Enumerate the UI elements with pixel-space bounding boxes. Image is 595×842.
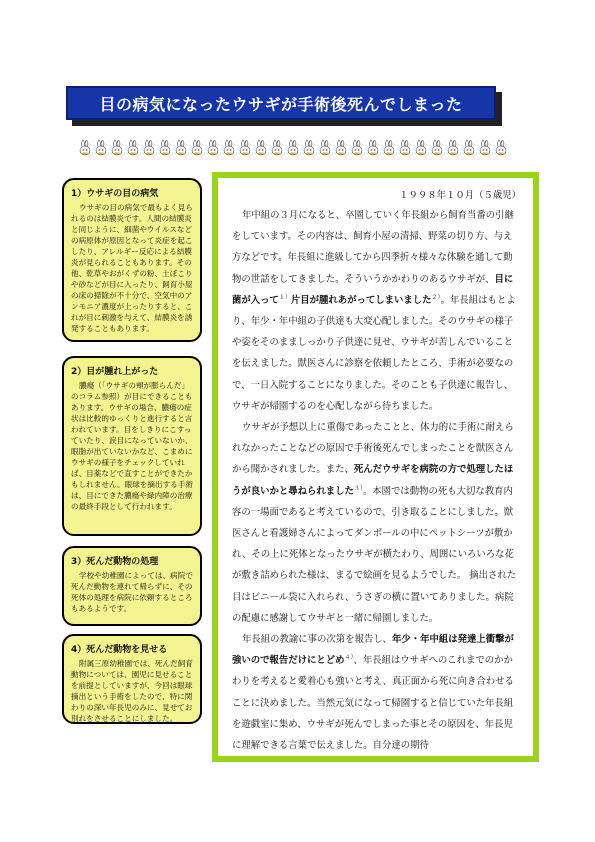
sidebar-card-4	[62, 634, 202, 724]
sidebar-heading: 1）ウサギの目の病気	[71, 189, 159, 199]
rabbit-icon	[446, 140, 460, 156]
paragraph-1	[232, 205, 521, 417]
rabbit-icon-row	[78, 140, 518, 160]
sidebar-text: 附属三原幼稚園では、死んだ飼育動物については、園児に見せることを前提としていますが、今回は眼球摘出という手術をしたので、特に関わりの深い年長児のみに、見せてお別れをさせることにしました。	[71, 659, 193, 723]
sidebar-heading: 2）目が腫れ上がった	[71, 367, 159, 377]
rabbit-icon	[190, 140, 204, 156]
sidebar-text: 膿瘍（「ウサギの頬が膨らんだ」のコラム参照）が目にできることもあります。ウサギの場合、膿瘍の症状は比較的ゆっくりと進行すると言われています。目をしきりにこすっていたり、涙目になっていないか、眼脂が出ていないかなど、こまめにウサギの様子をチェックしていれば、目薬などで直すことができたかもしれません。眼球を摘出する手術は、目にできた膿瘍や緑内障の治療の最終手段として行われます。	[71, 381, 193, 511]
text-run: 年中組の３月になると、卒園していく年長組から飼育当番の引継をしています。その内容は、飼育小屋の清掃、野菜の切り方、与え方などです。年長組に進級してから四季折々様々な体験を通して動物の世話をしてきました。そういうかかわりのあるウサギが、	[232, 210, 514, 285]
rabbit-icon	[382, 140, 396, 156]
rabbit-icon	[254, 140, 268, 156]
sidebar-card-3	[62, 546, 202, 626]
footnote-ref: ３）	[353, 484, 363, 492]
paragraph-2	[232, 417, 521, 629]
rabbit-icon	[350, 140, 364, 156]
sidebar-text: ウサギの目の病気で最もよく見られるのは結膜炎です。人間の結膜炎と同じように、細菌やウイルスなどの病原体が原因となって炎症を起こしたり、アレルギー反応による結膜炎が見られることもあります。その他、乾草やおがくずの粉、土ぼこりや砂などが目に入ったり、飼育小屋の床の掃除が不十分で、空気中のアンモニア濃度が上ったりすると、これが目に刺激を与えて、結膜炎を誘発することもあります。	[71, 203, 193, 333]
title-banner	[66, 86, 496, 120]
rabbit-icon	[270, 140, 284, 156]
rabbit-icon	[430, 140, 444, 156]
page-title: 目の病気になったウサギが手術後死んでしまった	[99, 94, 463, 114]
emphasis-text: 片目が腫れあがってしまいました	[290, 294, 432, 306]
rabbit-icon	[398, 140, 412, 156]
rabbit-icon	[478, 140, 492, 156]
sidebar-card-1	[62, 178, 202, 342]
rabbit-icon	[78, 140, 92, 156]
rabbit-icon	[462, 140, 476, 156]
main-article-frame	[212, 172, 539, 762]
text-run: ウサギが予想以上に重傷であったことと、体力的に手術に耐えられなかったことなどの原因で手術後死んでしまったことを獣医さんから聞かされました。また、	[232, 422, 514, 476]
emphasis-text: 目に菌が入って	[232, 273, 514, 306]
text-run: 。本園では動物の死も大切な教育内容の一場面であると考えているので、引き取ることにしました。獣医さんと看護婦さんによってダンボールの中にペットシーツが敷かれ、その上に死体となったウサギが横たわり、周囲にいろいろな花が敷き詰められた様は、まるで絵画を見るようでした。 摘出された目はビニール袋に入れられ、うさぎの横に置いてありました。病院の配慮に感謝してウサギと一緒に帰園しました。	[232, 485, 517, 624]
text-run: 、年長組はウサギへのこれまでのかかわりを考えると愛着心も強いと考え、真正面から死に向き合わせることに決めました。当然元気になって帰園すると信じていた年長組を遊戯室に集め、ウサギが死んでしまった事とその原因を、年長児に理解できる言葉で伝えました。自分達の期待	[232, 655, 514, 752]
rabbit-icon	[206, 140, 220, 156]
footnote-ref: １）	[278, 293, 291, 301]
rabbit-icon	[142, 140, 156, 156]
rabbit-icon	[318, 140, 332, 156]
rabbit-icon	[494, 140, 508, 156]
text-run: 。年長組はもとより、年少・年中組の子供達も大変心配しました。そのウサギの様子や姿をそのまましっかり子供達に見せ、ウサギが苦しんでいることを伝えました。獣医さんに診察を依頼したところ、手術が必要なので、一日入院することになりました。そのことも子供達に報告し、ウサギが帰園するのを心配しながら待ちました。	[232, 294, 516, 412]
paragraph-3	[232, 629, 521, 756]
footnote-ref: ４）	[344, 654, 354, 662]
footnote-ref: ２）	[431, 293, 441, 301]
emphasis-text: 年少・年中組は発達上衝撃が強いので報告だけにとどめ	[232, 634, 514, 667]
rabbit-icon	[286, 140, 300, 156]
text-run: 年長組の教諭に事の次第を報告し、	[242, 634, 393, 646]
rabbit-icon	[366, 140, 380, 156]
sidebar-text: 学校や幼稚園によっては、病院で死んだ動物を連れて帰らずに、その死体の処理を病院に依頼するところもあるようです。	[71, 571, 193, 613]
rabbit-icon	[414, 140, 428, 156]
rabbit-icon	[222, 140, 236, 156]
rabbit-icon	[110, 140, 124, 156]
sidebar-heading: 3）死んだ動物の処理	[71, 557, 159, 567]
rabbit-icon	[126, 140, 140, 156]
rabbit-icon	[302, 140, 316, 156]
rabbit-icon	[334, 140, 348, 156]
emphasis-text: 死んだウサギを病院の方で処理したほうが良いかと尋ねられました	[232, 464, 514, 497]
rabbit-icon	[238, 140, 252, 156]
sidebar-card-2	[62, 356, 202, 536]
article-date: １９９８年１０月（５歳児）	[399, 190, 521, 201]
rabbit-icon	[94, 140, 108, 156]
main-article	[218, 178, 533, 756]
rabbit-icon	[174, 140, 188, 156]
sidebar-heading: 4）死んだ動物を見せる	[71, 645, 168, 655]
rabbit-icon	[158, 140, 172, 156]
